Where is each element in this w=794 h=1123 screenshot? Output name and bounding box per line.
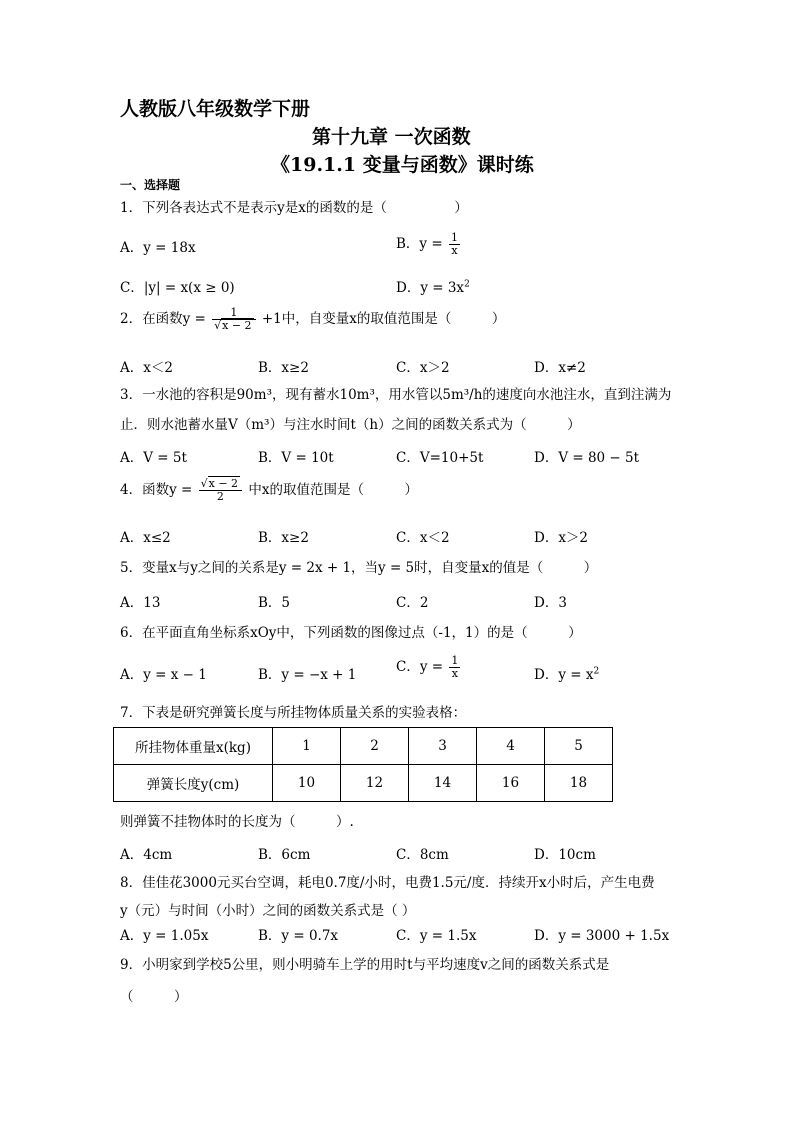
q8-option-a: A．y = 1.05x — [120, 928, 209, 944]
q1-option-a: A．y = 18x — [120, 240, 196, 256]
fraction-numerator: 1 — [212, 307, 255, 320]
question-7-after: 则弹簧不挂物体时的长度为（ ）. — [120, 814, 354, 830]
fraction-numerator: 1 — [451, 654, 459, 667]
q2-option-d: D．x≠2 — [534, 360, 586, 376]
q3-option-a: A．V = 5t — [120, 450, 187, 466]
question-1-stem: 1．下列各表达式不是表示y是x的函数的是（ ） — [120, 200, 468, 216]
table-cell: 5 — [545, 728, 613, 765]
q5-option-d: D．3 — [534, 595, 567, 611]
table-cell: 18 — [545, 765, 613, 802]
q5-option-b: B．5 — [258, 595, 291, 611]
question-6-stem: 6．在平面直角坐标系xOy中，下列函数的图像过点（-1，1）的是（ ） — [120, 625, 582, 641]
q1-option-b — [396, 232, 462, 257]
q4-fraction — [199, 478, 242, 503]
q1-option-d — [396, 276, 470, 296]
q1-option-b-prefix: B．y = — [396, 236, 443, 252]
chapter-title: 第十九章 一次函数 — [312, 126, 471, 148]
q7-option-d: D．10cm — [534, 847, 596, 863]
lesson-title: 《19.1.1 变量与函数》课时练 — [271, 154, 534, 176]
book-title: 人教版八年级数学下册 — [120, 98, 311, 120]
radicand: x − 2 — [208, 477, 239, 490]
q2-option-b: B．x≥2 — [258, 360, 309, 376]
q8-option-d: D．y = 3000 + 1.5x — [534, 928, 670, 944]
q6-option-c-fraction — [449, 655, 460, 680]
fraction-numerator: 1 — [450, 231, 458, 244]
section-heading: 一、选择题 — [120, 178, 181, 192]
q6-option-d — [534, 663, 599, 683]
q4-option-c: C．x＜2 — [396, 530, 450, 546]
experiment-table — [113, 727, 613, 802]
q6-option-c — [396, 655, 462, 680]
question-9-line-1: 9．小明家到学校5公里，则小明骑车上学的用时t与平均速度v之间的函数关系式是 — [120, 957, 610, 973]
q4-option-a: A．x≤2 — [120, 530, 171, 546]
q6-option-d-prefix: D．y = x — [534, 667, 594, 683]
table-cell: 10 — [273, 765, 341, 802]
table-cell: 1 — [273, 728, 341, 765]
q8-option-b: B．y = 0.7x — [258, 928, 339, 944]
question-3-line-1: 3．一水池的容积是90m³，现有蓄水10m³，用水管以5m³/h的速度向水池注水，直到注满为 — [120, 387, 672, 403]
q6-option-c-prefix: C．y = — [396, 659, 444, 675]
table-cell: 3 — [409, 728, 477, 765]
question-9-line-2: （ ） — [120, 989, 188, 1005]
fraction-numerator: √x − 2 — [199, 478, 242, 491]
question-8-line-1: 8．佳佳花3000元买台空调，耗电0.7度/小时，电费1.5元/度．持续开x小时后，产生电费 — [120, 875, 655, 891]
q7-option-a: A．4cm — [120, 847, 173, 863]
fraction-denominator: 2 — [216, 490, 224, 503]
q4-option-d: D．x＞2 — [534, 530, 589, 546]
q3-option-c: C．V=10+5t — [396, 450, 484, 466]
radicand: x − 2 — [222, 319, 252, 332]
q5-option-a: A．13 — [120, 595, 161, 611]
q3-option-d: D．V = 80 − 5t — [534, 450, 640, 466]
table-cell: 12 — [341, 765, 409, 802]
q3-option-b: B．V = 10t — [258, 450, 334, 466]
table-cell: 2 — [341, 728, 409, 765]
exponent: 2 — [593, 666, 600, 677]
exponent: 2 — [464, 279, 470, 290]
q8-option-c: C．y = 1.5x — [396, 928, 477, 944]
table-header-mass: 所挂物体重量x(kg) — [114, 728, 273, 765]
q2-option-a: A．x＜2 — [120, 360, 173, 376]
q2-stem-post: +1中，自变量x的取值范围是（ ） — [261, 311, 506, 327]
table-cell: 4 — [477, 728, 545, 765]
table-row — [114, 728, 613, 765]
q4-option-b: B．x≥2 — [258, 530, 309, 546]
question-8-line-2: y（元）与时间（小时）之间的函数关系式是（ ） — [120, 903, 416, 919]
q2-fraction — [212, 307, 255, 332]
table-cell: 14 — [409, 765, 477, 802]
q5-option-c: C．2 — [396, 595, 429, 611]
q6-option-b: B．y = −x + 1 — [258, 667, 357, 683]
q7-option-c: C．8cm — [396, 847, 449, 863]
question-7-stem: 7．下表是研究弹簧长度与所挂物体质量关系的实验表格： — [120, 705, 467, 721]
table-header-length: 弹簧长度y(cm) — [114, 765, 273, 802]
q1-option-c: C．|y| = x(x ≥ 0) — [120, 280, 235, 296]
question-2-stem — [120, 307, 505, 332]
q1-option-b-fraction — [449, 232, 460, 257]
question-3-line-2: 止．则水池蓄水量V（m³）与注水时间t（h）之间的函数关系式为（ ） — [120, 417, 581, 433]
fraction-denominator: x — [451, 667, 458, 680]
table-row — [114, 765, 613, 802]
question-5-stem: 5．变量x与y之间的关系是y = 2x + 1，当y = 5时，自变量x的值是（ ） — [120, 560, 598, 576]
q1-option-d-prefix: D．y = 3x — [396, 280, 465, 296]
q2-option-c: C．x＞2 — [396, 360, 450, 376]
q2-stem-pre: 2．在函数y = — [120, 311, 206, 327]
q7-option-b: B．6cm — [258, 847, 311, 863]
q4-stem-pre: 4．函数y = — [120, 482, 193, 498]
fraction-denominator: x — [451, 244, 458, 257]
table-cell: 16 — [477, 765, 545, 802]
q4-stem-post: 中x的取值范围是（ ） — [248, 482, 418, 498]
q6-option-a: A．y = x − 1 — [120, 667, 207, 683]
fraction-denominator: √x − 2 — [214, 319, 252, 332]
question-4-stem — [120, 478, 418, 503]
